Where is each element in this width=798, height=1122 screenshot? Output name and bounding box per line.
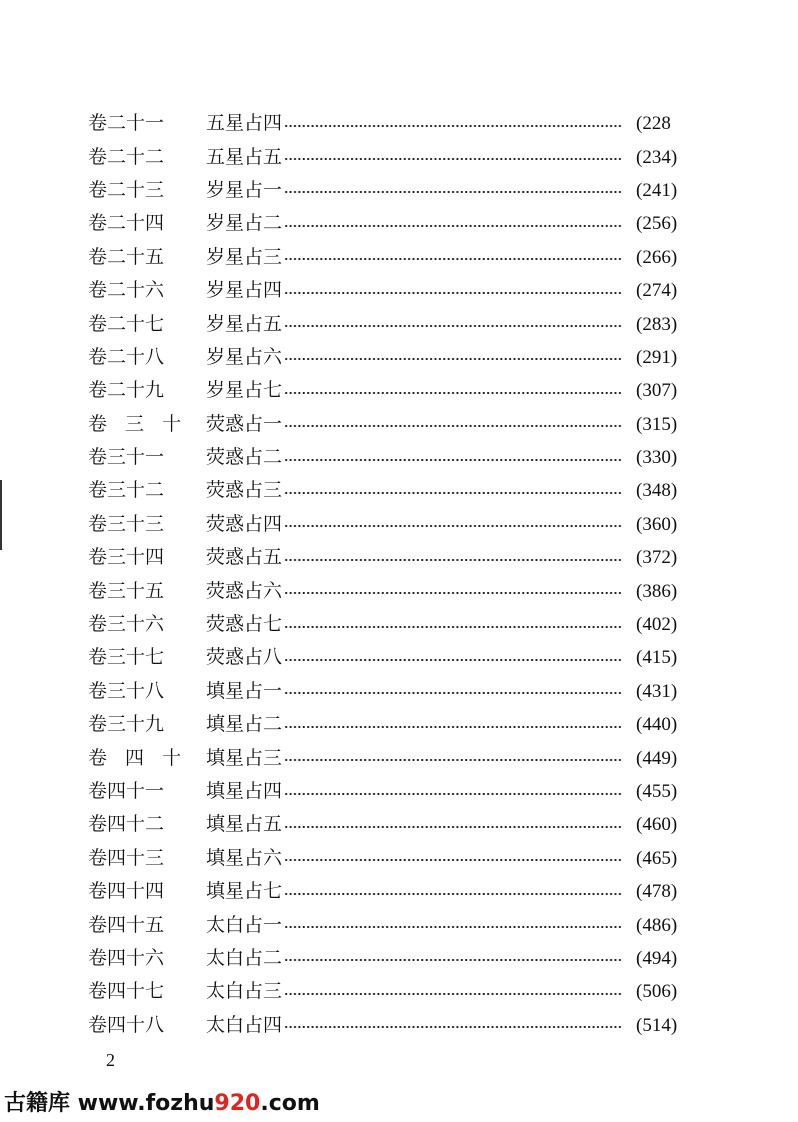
toc-entry bbox=[88, 875, 698, 908]
toc-volume-label: 卷三十三 bbox=[88, 512, 165, 535]
toc-volume-label: 卷四十四 bbox=[88, 880, 165, 903]
toc-volume-label: 卷二十五 bbox=[88, 245, 165, 268]
toc-entry-title: 荧惑占六 bbox=[206, 579, 283, 602]
toc-volume-label: 卷三十七 bbox=[88, 646, 165, 669]
dot-leader bbox=[284, 626, 622, 628]
dot-leader bbox=[284, 292, 622, 294]
toc-entry bbox=[88, 508, 698, 541]
watermark-prefix: 古籍库 www.fozhu bbox=[4, 1091, 215, 1116]
toc-page-number: (256) bbox=[636, 213, 678, 235]
toc-volume-label: 卷三十四 bbox=[88, 546, 165, 569]
dot-leader bbox=[284, 559, 622, 561]
toc-volume-label: 卷二十七 bbox=[88, 312, 165, 335]
toc-volume-label: 卷四十五 bbox=[88, 913, 165, 936]
dot-leader bbox=[284, 492, 622, 494]
page-number: 2 bbox=[106, 1050, 115, 1070]
dot-leader bbox=[284, 358, 622, 360]
toc-volume-label: 卷三十五 bbox=[88, 579, 165, 602]
toc-page-number: (274) bbox=[636, 280, 678, 302]
toc-entry bbox=[88, 975, 698, 1008]
toc-page-number: (266) bbox=[636, 246, 678, 268]
dot-leader bbox=[284, 1026, 622, 1028]
dot-leader bbox=[284, 726, 622, 728]
toc-volume-label: 卷四十七 bbox=[88, 980, 165, 1003]
toc-page-number: (494) bbox=[636, 947, 678, 969]
dot-leader bbox=[284, 191, 622, 193]
toc-page-number: (283) bbox=[636, 313, 678, 335]
toc-entry-title: 荧惑占一 bbox=[206, 412, 283, 435]
toc-entry-title: 荧惑占四 bbox=[206, 512, 283, 535]
toc-entry bbox=[88, 741, 698, 774]
dot-leader bbox=[284, 893, 622, 895]
toc-page-number: (478) bbox=[636, 881, 678, 903]
watermark-suffix: .com bbox=[260, 1091, 320, 1116]
toc-entry-title: 太白占四 bbox=[206, 1013, 283, 1036]
toc-volume-label: 卷三十九 bbox=[88, 713, 165, 736]
toc-page-number: (486) bbox=[636, 914, 678, 936]
toc-volume-label: 卷二十八 bbox=[88, 345, 165, 368]
toc-volume-label: 卷四十三 bbox=[88, 846, 165, 869]
toc-entry bbox=[88, 274, 698, 307]
toc-entry-title: 岁星占五 bbox=[206, 312, 283, 335]
toc-entry bbox=[88, 107, 698, 140]
toc-volume-label: 卷二十九 bbox=[88, 379, 165, 402]
toc-page-number: (315) bbox=[636, 413, 678, 435]
toc-entry-title: 荧惑占三 bbox=[206, 479, 283, 502]
dot-leader bbox=[284, 592, 622, 594]
toc-volume-label: 卷四十一 bbox=[88, 780, 165, 802]
toc-entry bbox=[88, 174, 698, 207]
toc-entry-title: 填星占六 bbox=[206, 846, 283, 869]
toc-entry bbox=[88, 341, 698, 374]
toc-entry-title: 填星占一 bbox=[206, 679, 283, 702]
toc-page-number: (241) bbox=[636, 179, 678, 201]
toc-volume-label: 卷 四 十 bbox=[88, 746, 188, 769]
dot-leader bbox=[284, 759, 622, 761]
toc-page-number: (465) bbox=[636, 847, 678, 869]
toc-entry-title: 岁星占七 bbox=[206, 379, 283, 402]
toc-entry bbox=[88, 241, 698, 274]
dot-leader bbox=[284, 659, 622, 661]
toc-page-number: (330) bbox=[636, 447, 678, 469]
toc-entry-title: 太白占二 bbox=[206, 946, 283, 969]
toc-page-number: (455) bbox=[636, 781, 678, 802]
toc-entry-title: 填星占二 bbox=[206, 713, 283, 736]
toc-entry bbox=[88, 1009, 698, 1042]
toc-volume-label: 卷二十三 bbox=[88, 178, 165, 201]
toc-entry-title: 岁星占二 bbox=[206, 212, 283, 235]
toc-page-number: (431) bbox=[636, 680, 678, 702]
toc-entry bbox=[88, 808, 698, 841]
toc-volume-label: 卷四十二 bbox=[88, 813, 165, 836]
dot-leader bbox=[284, 225, 622, 227]
toc-page-number: (291) bbox=[636, 346, 678, 368]
toc-entry bbox=[88, 574, 698, 607]
dot-leader bbox=[284, 926, 622, 928]
dot-leader bbox=[284, 793, 622, 795]
toc-entry-title: 填星占五 bbox=[206, 813, 283, 836]
toc-entry-title: 太白占一 bbox=[206, 913, 283, 936]
toc-volume-label: 卷三十八 bbox=[88, 679, 165, 702]
dot-leader bbox=[284, 525, 622, 527]
toc-volume-label: 卷二十二 bbox=[88, 145, 165, 168]
dot-leader bbox=[284, 425, 622, 427]
toc-entry-title: 五星占五 bbox=[206, 145, 283, 168]
toc-page-number: (460) bbox=[636, 814, 678, 836]
dot-leader bbox=[284, 325, 622, 327]
dot-leader bbox=[284, 959, 622, 961]
toc-entry bbox=[88, 441, 698, 474]
toc-entry bbox=[88, 140, 698, 173]
toc-entry-title: 填星占七 bbox=[206, 880, 283, 903]
toc-entry bbox=[88, 307, 698, 340]
toc-entry bbox=[88, 908, 698, 941]
toc-page-number: (415) bbox=[636, 647, 678, 669]
dot-leader bbox=[284, 692, 622, 694]
dot-leader bbox=[284, 993, 622, 995]
toc-entry-title: 岁星占一 bbox=[206, 178, 283, 201]
toc-entry-title: 荧惑占二 bbox=[206, 446, 283, 469]
toc-entry bbox=[88, 708, 698, 741]
toc-volume-label: 卷 三 十 bbox=[88, 412, 188, 435]
toc-volume-label: 卷四十八 bbox=[88, 1013, 165, 1036]
toc-entry-title: 岁星占三 bbox=[206, 245, 283, 268]
watermark-accent: 920 bbox=[214, 1091, 261, 1116]
dot-leader bbox=[284, 158, 622, 160]
toc-page-number: (440) bbox=[636, 714, 678, 736]
toc-entry-title: 填星占三 bbox=[206, 746, 283, 769]
toc-volume-label: 卷四十六 bbox=[88, 946, 165, 969]
toc-page-number: (506) bbox=[636, 981, 678, 1003]
dot-leader bbox=[284, 392, 622, 394]
toc-entry bbox=[88, 641, 698, 674]
toc-page-number: (514) bbox=[636, 1014, 678, 1036]
toc-page-number: (307) bbox=[636, 380, 678, 402]
toc-volume-label: 卷二十一 bbox=[88, 112, 165, 135]
toc-entry-title: 荧惑占五 bbox=[206, 546, 283, 569]
toc-entry bbox=[88, 207, 698, 240]
dot-leader bbox=[284, 258, 622, 260]
toc-entry bbox=[88, 608, 698, 641]
toc-entry bbox=[88, 374, 698, 407]
toc-page-number: (402) bbox=[636, 614, 678, 636]
toc-entry-title: 岁星占四 bbox=[206, 279, 283, 302]
toc-entry bbox=[88, 541, 698, 574]
toc-page-number: (449) bbox=[636, 747, 678, 769]
toc-entry-title: 五星占四 bbox=[206, 112, 283, 135]
toc-volume-label: 卷三十一 bbox=[88, 446, 165, 469]
toc-page-number: (386) bbox=[636, 580, 678, 602]
dot-leader bbox=[284, 826, 622, 828]
toc-volume-label: 卷三十六 bbox=[88, 613, 165, 636]
toc-entry bbox=[88, 775, 698, 808]
toc-volume-label: 卷三十二 bbox=[88, 479, 165, 502]
dot-leader bbox=[284, 459, 622, 461]
toc-entry bbox=[88, 408, 698, 441]
toc-volume-label: 卷二十六 bbox=[88, 279, 165, 302]
toc-page-number: (360) bbox=[636, 513, 678, 535]
scan-edge-mark bbox=[0, 480, 2, 550]
toc-entry-title: 填星占四 bbox=[206, 780, 283, 802]
toc-entry bbox=[88, 842, 698, 875]
dot-leader bbox=[284, 125, 622, 127]
table-of-contents bbox=[88, 107, 698, 1042]
watermark bbox=[4, 1086, 320, 1117]
toc-page-number: (372) bbox=[636, 547, 678, 569]
toc-page-number: (228 bbox=[636, 113, 671, 135]
toc-entry bbox=[88, 675, 698, 708]
dot-leader bbox=[284, 859, 622, 861]
toc-page-number: (234) bbox=[636, 146, 678, 168]
toc-entry-title: 岁星占六 bbox=[206, 345, 283, 368]
toc-entry bbox=[88, 474, 698, 507]
toc-entry-title: 荧惑占八 bbox=[206, 646, 283, 669]
toc-page-number: (348) bbox=[636, 480, 678, 502]
toc-entry bbox=[88, 942, 698, 975]
toc-entry-title: 荧惑占七 bbox=[206, 613, 283, 636]
toc-volume-label: 卷二十四 bbox=[88, 212, 165, 235]
toc-entry-title: 太白占三 bbox=[206, 980, 283, 1003]
